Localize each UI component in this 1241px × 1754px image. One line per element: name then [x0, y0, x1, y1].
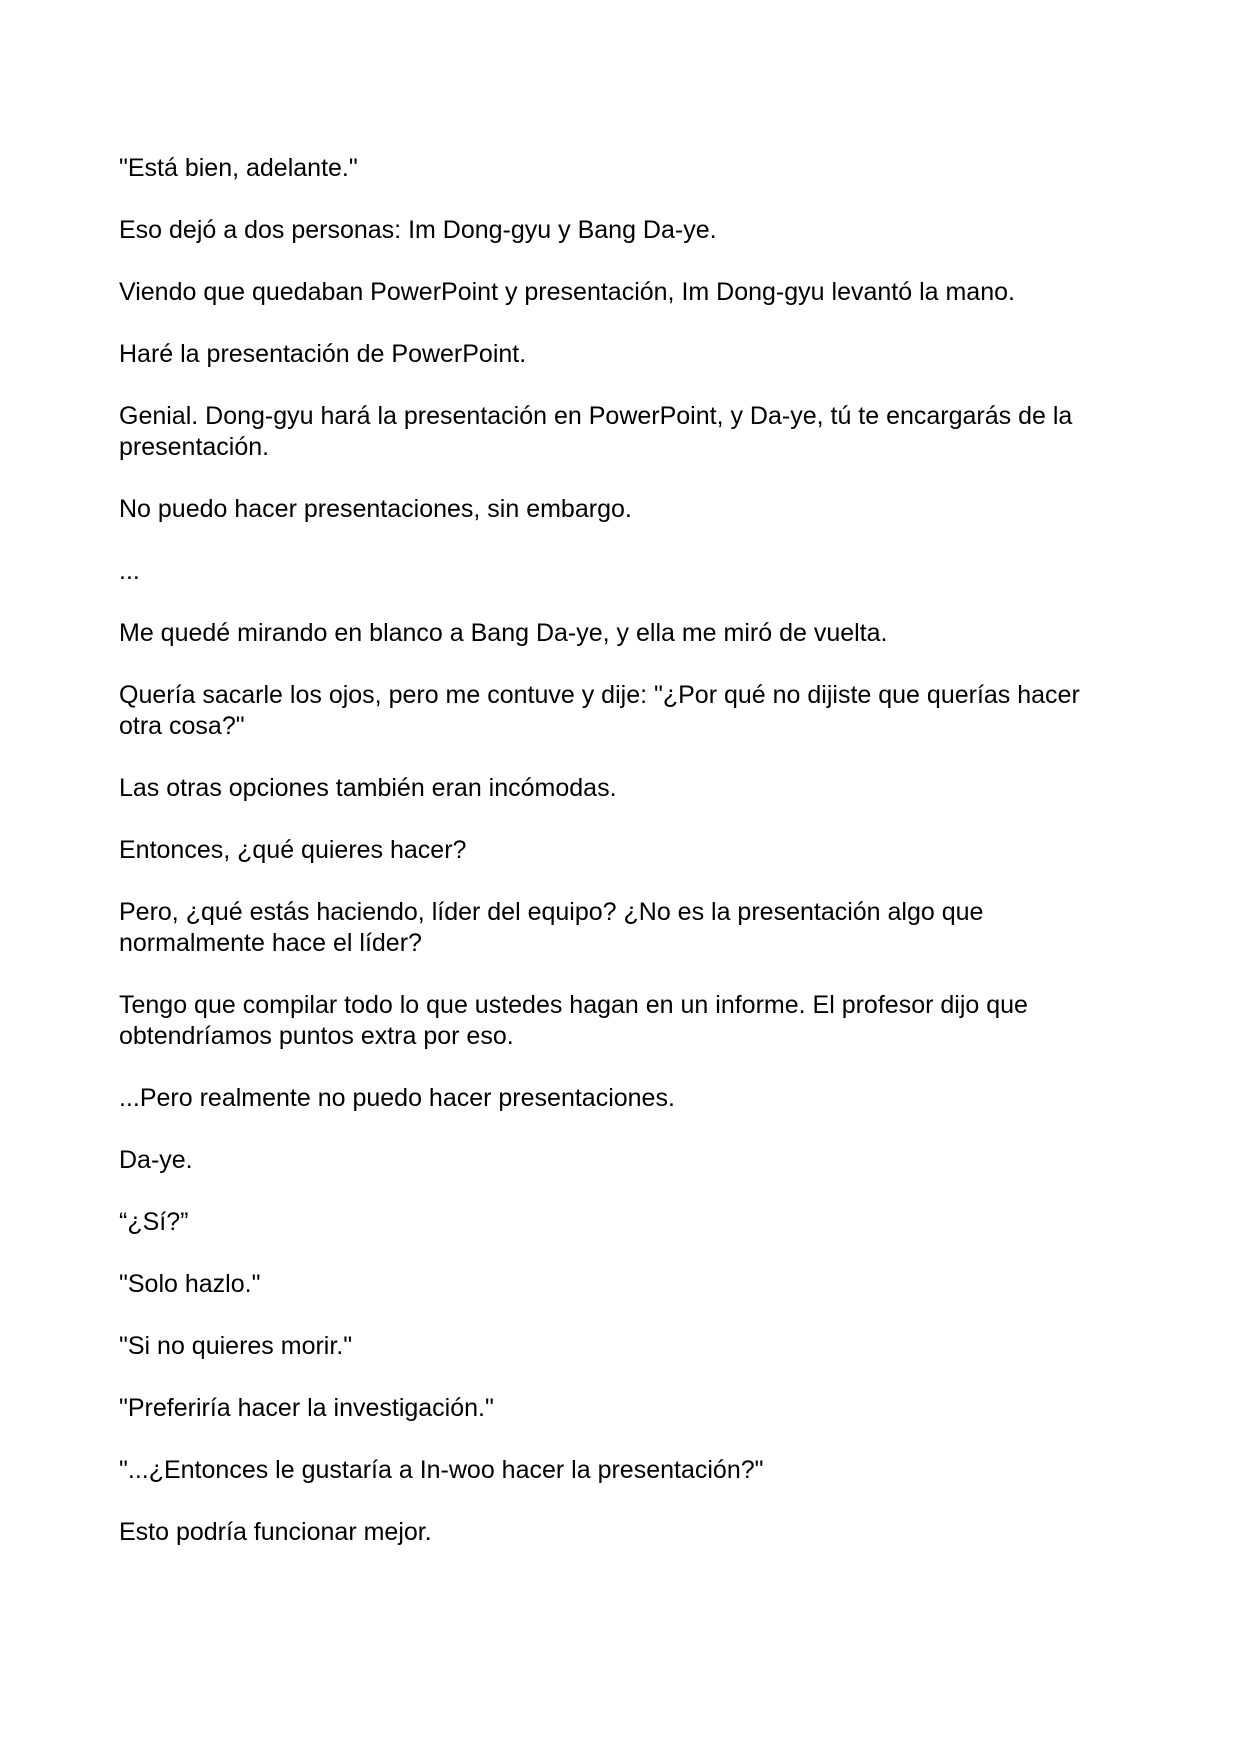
paragraph: Viendo que quedaban PowerPoint y presentación, Im Dong-gyu levantó la mano.: [119, 278, 1015, 306]
paragraph: Quería sacarle los ojos, pero me contuve y dije: "¿Por qué no dijiste que querías hacer otra cosa?": [119, 681, 1080, 740]
paragraph: Entonces, ¿qué quieres hacer?: [119, 836, 467, 864]
paragraph: ...: [119, 557, 140, 585]
paragraph: "Si no quieres morir.": [119, 1332, 353, 1360]
paragraph: "Está bien, adelante.": [119, 154, 358, 182]
paragraph: Tengo que compilar todo lo que ustedes hagan en un informe. El profesor dijo que obtendríamos puntos extra por eso.: [119, 991, 1028, 1050]
paragraph: Haré la presentación de PowerPoint.: [119, 340, 527, 368]
paragraph: No puedo hacer presentaciones, sin embargo.: [119, 495, 632, 523]
paragraph: Esto podría funcionar mejor.: [119, 1518, 432, 1546]
paragraph: Pero, ¿qué estás haciendo, líder del equipo? ¿No es la presentación algo que normalmente hace el líder?: [119, 898, 984, 957]
paragraph: "Preferiría hacer la investigación.": [119, 1394, 494, 1422]
paragraph: "Solo hazlo.": [119, 1270, 261, 1298]
paragraph: "...¿Entonces le gustaría a In-woo hacer la presentación?": [119, 1456, 764, 1484]
paragraph: Genial. Dong-gyu hará la presentación en PowerPoint, y Da-ye, tú te encargarás de la presentación.: [119, 402, 1073, 461]
paragraph: Da-ye.: [119, 1146, 193, 1174]
document-body: [119, 153, 1129, 1579]
paragraph: “¿Sí?”: [119, 1208, 189, 1236]
paragraph: Me quedé mirando en blanco a Bang Da-ye, y ella me miró de vuelta.: [119, 619, 888, 647]
paragraph: ...Pero realmente no puedo hacer presentaciones.: [119, 1084, 675, 1112]
paragraph: Eso dejó a dos personas: Im Dong-gyu y Bang Da-ye.: [119, 216, 717, 244]
paragraph: Las otras opciones también eran incómodas.: [119, 774, 617, 802]
